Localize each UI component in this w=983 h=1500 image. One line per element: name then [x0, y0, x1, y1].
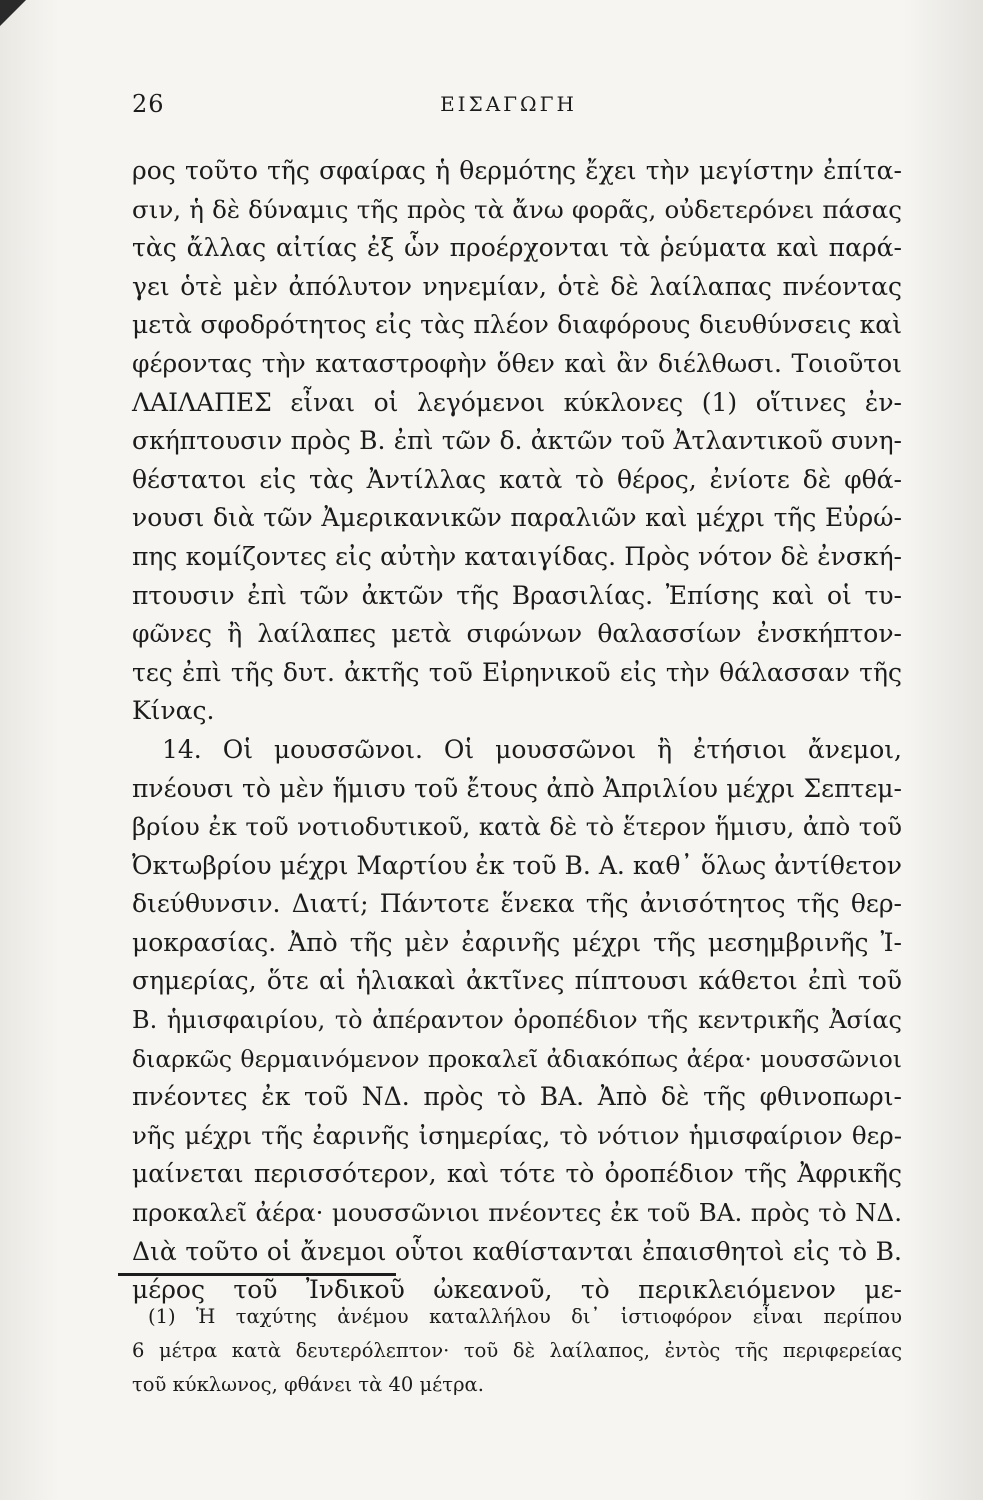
text-line: θέστατοι εἰς τὰς Ἀντίλλας κατὰ τὸ θέρος, ἐνίοτε δὲ φθά-: [132, 464, 902, 494]
text-line: γει ὁτὲ μὲν ἀπόλυτον νηνεμίαν, ὁτὲ δὲ λαίλαπας πνέοντας: [132, 271, 902, 301]
running-header: [132, 90, 885, 130]
footnote-line: (1) Ἡ ταχύτης ἀνέμου καταλλήλου δι᾽ ἱστιοφόρον εἶναι περίπου: [148, 1305, 902, 1328]
text-line: Διὰ τοῦτο οἱ ἄνεμοι οὗτοι καθίστανται ἐπαισθητοὶ εἰς τὸ Β.: [132, 1236, 902, 1266]
text-line: ΛΑΙΛΑΠΕΣ εἶναι οἱ λεγόμενοι κύκλονες (1) οἵτινες ἐν-: [132, 387, 902, 417]
text-line: μαίνεται περισσότερον, καὶ τότε τὸ ὀροπέδιον τῆς Ἀφρικῆς: [132, 1159, 902, 1189]
text-line: νουσι διὰ τῶν Ἀμερικανικῶν παραλιῶν καὶ μέχρι τῆς Εὐρώ-: [132, 503, 902, 533]
running-title: ΕΙΣΑΓΩΓΗ: [440, 92, 577, 116]
text-line: μετὰ σφοδρότητος εἰς τὰς πλέον διαφόρους διευθύνσεις καὶ: [132, 310, 902, 340]
text-line: διαρκῶς θερμαινόμενον προκαλεῖ ἀδιακόπως ἀέρα· μουσσῶνιοι: [132, 1044, 902, 1073]
footnotes: [132, 1300, 902, 1402]
text-line: προκαλεῖ ἀέρα· μουσσῶνιοι πνέοντες ἐκ τοῦ ΒΑ. πρὸς τὸ ΝΔ.: [132, 1198, 902, 1228]
footnote-line: 6 μέτρα κατὰ δευτερόλεπτον· τοῦ δὲ λαίλαπος, ἐντὸς τῆς περιφερείας: [132, 1339, 902, 1362]
text-line: μοκρασίας. Ἀπὸ τῆς μὲν ἐαρινῆς μέχρι τῆς μεσημβρινῆς Ἰ-: [132, 927, 902, 957]
text-line: νῆς μέχρι τῆς ἐαρινῆς ἰσημερίας, τὸ νότιον ἡμισφαίριον θερ-: [132, 1120, 902, 1150]
section-heading-line: 14. Οἱ μουσσῶνοι. Οἱ μουσσῶνοι ἢ ἐτήσιοι ἄνεμοι,: [162, 734, 902, 764]
text-line: πτουσιν ἐπὶ τῶν ἀκτῶν τῆς Βρασιλίας. Ἐπίσης καὶ οἱ τυ-: [132, 580, 902, 610]
body-text: [132, 152, 902, 1310]
footnote-rule: [118, 1273, 396, 1276]
text-line: πης κομίζοντες εἰς αὐτὴν καταιγίδας. Πρὸς νότον δὲ ἐνσκή-: [132, 541, 902, 571]
text-line: πνέουσι τὸ μὲν ἥμισυ τοῦ ἔτους ἀπὸ Ἀπριλίου μέχρι Σεπτεμ-: [132, 773, 902, 803]
text-line: Ὀκτωβρίου μέχρι Μαρτίου ἐκ τοῦ Β. Α. καθ᾽ ὅλως ἀντίθετον: [132, 850, 902, 880]
text-line: μέρος τοῦ Ἰνδικοῦ ὠκεανοῦ, τὸ περικλειόμενον με-: [132, 1275, 902, 1305]
text-line: φῶνες ἢ λαίλαπες μετὰ σιφώνων θαλασσίων ἐνσκήπτον-: [132, 619, 902, 649]
footnote-line: τοῦ κύκλωνος, φθάνει τὰ 40 μέτρα.: [132, 1373, 484, 1396]
text-line: διεύθυνσιν. Διατί; Πάντοτε ἕνεκα τῆς ἀνισότητος τῆς θερ-: [132, 889, 902, 919]
text-line: ρος τοῦτο τῆς σφαίρας ἡ θερμότης ἔχει τὴν μεγίστην ἐπίτα-: [132, 156, 902, 185]
text-line: Β. ἡμισφαιρίου, τὸ ἀπέραντον ὀροπέδιον τῆς κεντρικῆς Ἀσίας: [132, 1006, 902, 1035]
text-line: πνέοντες ἐκ τοῦ ΝΔ. πρὸς τὸ ΒΑ. Ἀπὸ δὲ τῆς φθινοπωρι-: [132, 1082, 902, 1112]
text-line: τὰς ἄλλας αἰτίας ἐξ ὧν προέρχονται τὰ ῥεύματα καὶ παρά-: [132, 233, 902, 263]
text-line: Κίνας.: [132, 696, 215, 726]
page-corner: [0, 0, 26, 26]
text-line: σκήπτουσιν πρὸς Β. ἐπὶ τῶν δ. ἀκτῶν τοῦ Ἀτλαντικοῦ συνη-: [132, 426, 902, 456]
text-line: σιν, ἡ δὲ δύναμις τῆς πρὸς τὰ ἄνω φορᾶς, οὐδετερόνει πάσας: [132, 194, 902, 224]
text-line: βρίου ἐκ τοῦ νοτιοδυτικοῦ, κατὰ δὲ τὸ ἕτερον ἥμισυ, ἀπὸ τοῦ: [132, 812, 902, 842]
text-line: φέροντας τὴν καταστροφὴν ὅθεν καὶ ἂν διέλθωσι. Τοιοῦτοι: [132, 348, 902, 378]
text-line: τες ἐπὶ τῆς δυτ. ἀκτῆς τοῦ Εἰρηνικοῦ εἰς τὴν θάλασσαν τῆς: [132, 657, 902, 687]
page-number: 26: [132, 90, 165, 118]
text-line: σημερίας, ὅτε αἱ ἡλιακαὶ ἀκτῖνες πίπτουσι κάθετοι ἐπὶ τοῦ: [132, 966, 902, 996]
